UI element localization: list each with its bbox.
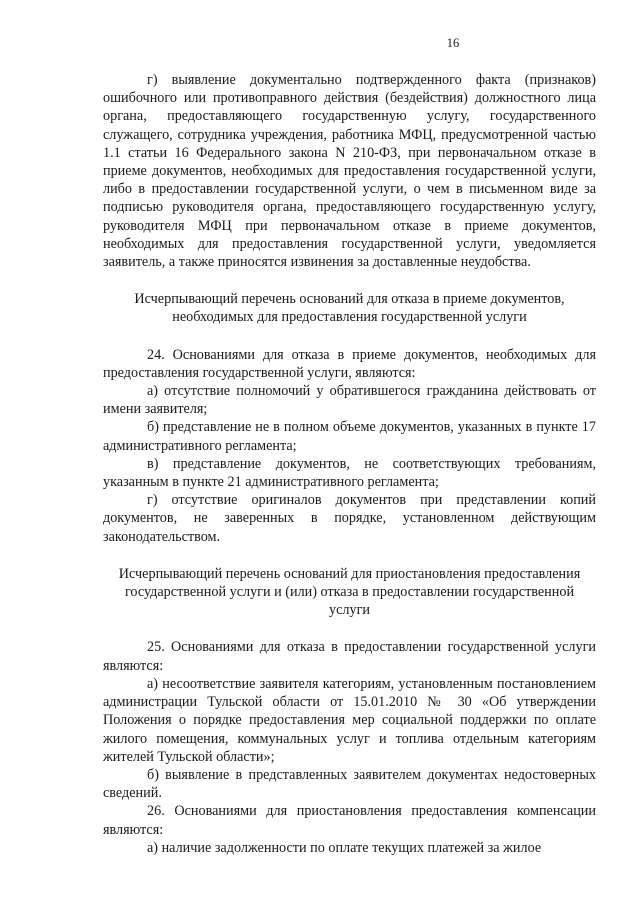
paragraph-24-v: в) представление документов, не соответствующих требованиям, указанным в пункте 21 административного регламента; — [103, 455, 596, 491]
paragraph-24-b: б) представление не в полном объеме документов, указанных в пункте 17 административного регламента; — [103, 419, 596, 454]
section-heading-refusal-acceptance: Исчерпывающий перечень оснований для отказа в приеме документов, необходимых для предоставления государственной услуги — [134, 291, 565, 326]
paragraph-24-a: а) отсутствие полномочий у обратившегося гражданина действовать от имени заявителя; — [103, 383, 596, 418]
paragraph-24-g: г) отсутствие оригиналов документов при представлении копий документов, не заверенных в порядке, установленном действующим законодательством. — [103, 492, 596, 545]
page-number: 16 — [446, 36, 460, 50]
paragraph-item-g: г) выявление документально подтвержденного факта (признаков) ошибочного или противоправного действия (бездействия) должностного лица органа, предоставляющего государственную услугу, государственного служащего, сотрудника учреждения, работника МФЦ, предусмотренной частью 1.1 статьи 16 Федерального закона N 210-ФЗ, при первоначальном отказе в приеме документов, необходимых для предоставления государственной услуги, либо в предоставлении государственной услуги, о чем в письменном виде за подписью руководителя органа, предоставляющего государственную услугу, руководителя МФЦ при первоначальном отказе в приеме документов, необходимых для предоставления государственной услуги, уведомляется заявитель, а также приносятся извинения за доставленные неудобства. — [103, 72, 596, 271]
paragraph-25-a: а) несоответствие заявителя категориям, установленным постановлением администрации Тульской области от 15.01.2010 № 30 «Об утверждении Положения о порядке предоставления мер социальной поддержки по оплате жилого помещения, коммунальных услуг и топлива отдельным категориям жителей Тульской области»; — [103, 675, 596, 765]
paragraph-25-b: б) выявление в представленных заявителем документах недостоверных сведений. — [103, 766, 596, 802]
paragraph-24: 24. Основаниями для отказа в приеме документов, необходимых для предоставления государственной услуги, являются: — [103, 346, 596, 381]
paragraph-26-a: а) наличие задолженности по оплате текущих платежей за жилое — [147, 839, 542, 856]
section-heading-suspension-refusal: Исчерпывающий перечень оснований для приостановления предоставления государственной услуги и (или) отказа в предоставлении государственной услуги — [118, 565, 581, 619]
paragraph-26: 26. Основаниями для приостановления предоставления компенсации являются: — [103, 803, 596, 838]
paragraph-25: 25. Основаниями для отказа в предоставлении государственной услуги являются: — [103, 639, 596, 674]
